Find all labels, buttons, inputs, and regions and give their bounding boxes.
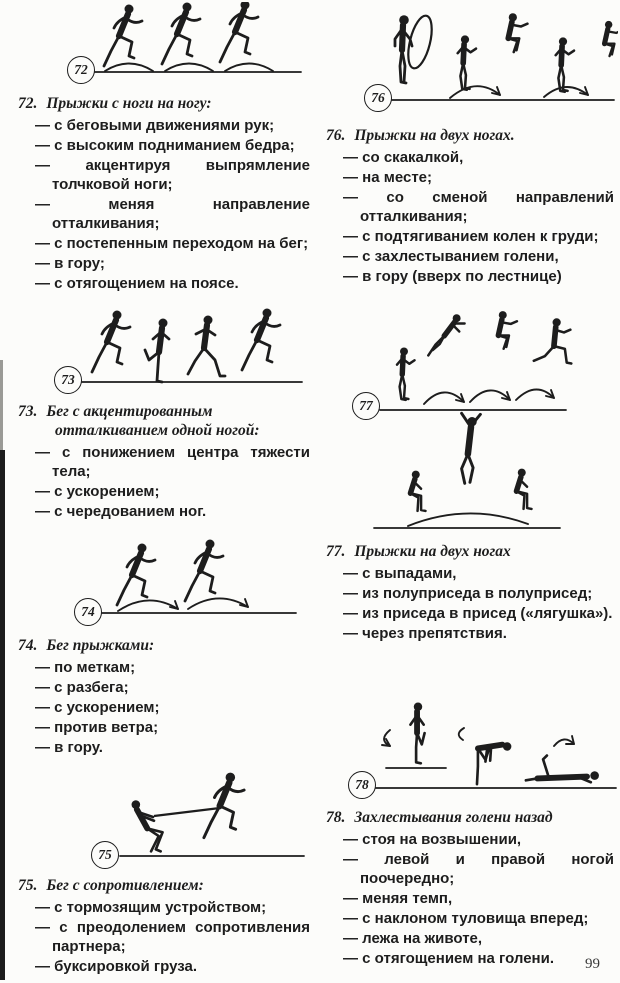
exercise-number: 76. <box>326 127 346 144</box>
figure-74 <box>52 533 304 631</box>
exercise-item: — с постепенным переходом на бег; <box>35 235 309 252</box>
stick-figure-runner <box>242 309 280 371</box>
figure-number-badge: 78 <box>348 771 376 799</box>
exercise-title: Прыжки на двух ногах. <box>354 127 515 144</box>
figure-72 <box>55 2 305 90</box>
stick-figure-standing-leg-curl <box>410 702 424 763</box>
exercise-item: — с разбега; <box>35 679 129 696</box>
exercise-number: 78. <box>326 809 346 826</box>
scan-artifact <box>0 450 5 980</box>
exercise-number: 72. <box>18 95 38 112</box>
exercise-item: — на месте; <box>343 169 433 186</box>
stick-figure-tuck-jump <box>498 311 517 349</box>
stick-figure-jumper <box>458 35 476 89</box>
exercise-number: 77. <box>326 543 346 560</box>
exercise-78-text <box>326 808 614 969</box>
exercise-title: Бег с акцентированным отталкиванием одной ногой: <box>46 403 260 439</box>
exercise-74-text <box>18 636 310 758</box>
exercise-item: — меняя направление отталкивания; <box>35 196 310 232</box>
stick-figure-runner <box>92 311 130 373</box>
exercise-73-text <box>18 402 310 522</box>
stick-figure-jumper <box>556 37 574 91</box>
stick-figure-squat <box>410 471 425 511</box>
exercise-item: — лежа на животе, <box>343 930 483 947</box>
exercise-heading <box>18 402 310 440</box>
figure-number-badge: 76 <box>364 84 392 112</box>
exercise-item: — с захлестыванием голени, <box>343 248 559 265</box>
exercise-item: — с понижением центра тяжести тела; <box>35 444 310 480</box>
figure-73 <box>38 296 306 396</box>
exercise-72-text <box>18 94 310 294</box>
exercise-item: — с чередованием ног. <box>35 503 207 520</box>
exercise-item: — с ускорением; <box>35 483 160 500</box>
exercise-77-text <box>326 542 614 644</box>
figure-number-badge: 77 <box>352 392 380 420</box>
exercise-heading <box>18 636 310 655</box>
exercise-item: — с выпадами, <box>343 565 457 582</box>
exercise-item: — через препятствия. <box>343 625 507 642</box>
figure-number-badge: 75 <box>91 841 119 869</box>
exercise-item: — с тормозящим устройством; <box>35 899 267 916</box>
stick-figure-squat <box>516 469 531 509</box>
exercise-title: Прыжки на двух ногах <box>354 543 511 560</box>
figure-75-illustration <box>48 768 310 876</box>
stick-figure-bent-over-leg-curl <box>477 742 511 784</box>
exercise-item: — со скакалкой, <box>343 149 464 166</box>
exercise-76-text <box>326 126 614 287</box>
exercise-item: — с ускорением; <box>35 699 160 716</box>
exercise-item: — с высоким подниманием бедра; <box>35 137 295 154</box>
page-number: 99 <box>585 956 600 972</box>
exercise-item: — с подтягиванием колен к груди; <box>343 228 599 245</box>
stick-figure-stretch-jump <box>462 413 481 483</box>
stick-figure-runner <box>104 5 142 67</box>
exercise-number: 73. <box>18 403 38 420</box>
stick-figure-runner <box>220 2 258 62</box>
stick-figure-runner <box>188 316 225 377</box>
exercise-item: — из приседа в присед («лягушка»). <box>343 605 613 622</box>
exercise-item: — левой и правой ногой поочередно; <box>343 851 614 887</box>
stick-figure-leap <box>428 314 464 355</box>
exercise-item: — против ветра; <box>35 719 159 736</box>
exercise-number: 74. <box>18 637 38 654</box>
exercise-item: — по меткам; <box>35 659 136 676</box>
figure-78 <box>328 688 620 806</box>
exercise-item: — с преодолением сопротивления партнера; <box>35 919 310 955</box>
exercise-item: — с наклоном туловища вперед; <box>343 910 589 927</box>
stick-figure-pulling-runner <box>204 773 244 838</box>
exercise-item: — из полуприседа в полуприсед; <box>343 585 593 602</box>
exercise-item: — с беговыми движениями рук; <box>35 117 275 134</box>
stick-figure-runner <box>162 3 200 65</box>
exercise-title: Захлестывания голени назад <box>354 809 553 826</box>
figure-number-badge: 72 <box>67 56 95 84</box>
stick-figure-jumper <box>397 348 415 400</box>
exercise-item: — акцентируя выпрямление толчковой ноги; <box>35 157 310 193</box>
exercise-item: — с отягощением на голени. <box>343 950 554 967</box>
exercise-title: Прыжки с ноги на ногу: <box>46 95 212 112</box>
exercise-item: — буксировкой груза. <box>35 958 197 975</box>
exercise-heading <box>18 876 310 895</box>
figure-76 <box>338 0 618 118</box>
exercise-heading <box>326 126 614 145</box>
stick-figure-runner <box>185 540 223 602</box>
exercise-heading <box>326 808 614 827</box>
stick-figure-tuck-jump <box>508 13 527 52</box>
exercise-item: — со сменой направлений отталкивания; <box>343 189 614 225</box>
stick-figure-runner <box>117 544 155 606</box>
tow-rope <box>154 808 220 816</box>
stick-figure-runner <box>145 319 169 383</box>
figure-75 <box>48 768 310 876</box>
stick-figure-jump-rope <box>395 13 436 83</box>
figure-number-badge: 74 <box>74 598 102 626</box>
exercise-title: Бег прыжками: <box>46 637 155 654</box>
stick-figure-resisting-partner <box>132 800 163 851</box>
exercise-item: — в гору (вверх по лестнице) <box>343 268 562 285</box>
exercise-heading <box>326 542 614 561</box>
exercise-heading <box>18 94 310 113</box>
stick-figure-lunge <box>534 318 571 363</box>
exercise-item: — меняя темп, <box>343 890 453 907</box>
exercise-item: — с отягощением на поясе. <box>35 275 239 292</box>
exercise-number: 75. <box>18 877 38 894</box>
exercise-item: — стоя на возвышении, <box>343 831 522 848</box>
stick-figure-prone-leg-curl <box>526 756 599 783</box>
figure-77 <box>328 292 620 540</box>
stick-figure-tuck-jump <box>605 21 618 56</box>
exercise-75-text <box>18 876 310 977</box>
exercise-title: Бег с сопротивлением: <box>46 877 204 894</box>
exercise-item: — в гору. <box>35 739 103 756</box>
figure-number-badge: 73 <box>54 366 82 394</box>
exercise-item: — в гору; <box>35 255 105 272</box>
scan-artifact <box>0 360 3 455</box>
